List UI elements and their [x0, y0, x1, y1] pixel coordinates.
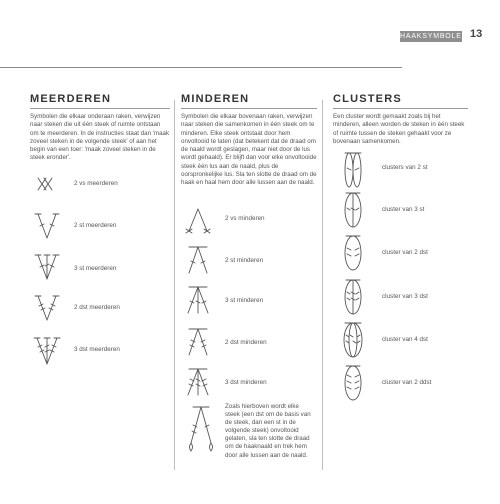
- page-number: 13: [470, 28, 483, 40]
- meerderen-label: 2 st meerderen: [74, 222, 117, 229]
- clusters-intro: Een cluster wordt gemaakt zoals bij het minderen, alleen worden de steken in één steek of ruimte tussen de steken gehaakt voor ze bovenaan samenkomen.: [333, 113, 465, 145]
- meerderen-intro: Symbolen die elkaar onderaan raken, verwijzen naar steken die uit één steek of ruimte ontstaan om te meerderen. In de instructies staat dan 'maak zoveel steken in de volgende steek' of aan het begin van een toer: 'maak zoveel steken in de steek eronder'.: [30, 113, 170, 162]
- cluster-2-tr-symbol: [338, 233, 368, 273]
- decrease-2-tr-symbol: [181, 325, 215, 359]
- clusters-title-rule: [333, 108, 468, 109]
- cluster-3-dc-symbol: [338, 190, 368, 230]
- column-divider: [174, 100, 175, 470]
- meerderen-title-rule: [30, 108, 170, 109]
- column-divider: [322, 100, 323, 470]
- minderen-note: Zoals hierboven wordt elke steek (een dst om de basis van de steek, dan een st in de volgende steek) onvoltooid gelaten, sla ten slotte de draad om de haaknaald en trek hem door alle lussen aan de naald.: [225, 403, 311, 459]
- decrease-3-tr-symbol: [181, 365, 215, 399]
- minderen-title-rule: [181, 108, 317, 109]
- header-rule: [0, 67, 402, 68]
- increase-3-dc-symbol: [30, 249, 64, 283]
- meerderen-label: 3 dst meerderen: [74, 346, 120, 353]
- clusters-symbols: [338, 150, 473, 410]
- clusters-title: CLUSTERS: [333, 93, 402, 105]
- cluster-2-dc-symbol: [338, 150, 368, 190]
- minderen-label: 3 dst minderen: [225, 379, 267, 386]
- clusters-label: clusters van 2 st: [382, 164, 428, 171]
- clusters-label: cluster van 2 dst: [382, 249, 428, 256]
- minderen-label: 3 st minderen: [225, 297, 264, 304]
- decrease-2-sc-symbol: [181, 205, 215, 235]
- meerderen-title: MEERDEREN: [30, 93, 112, 105]
- minderen-title: MINDEREN: [181, 93, 250, 105]
- decrease-2-dc-symbol: [181, 243, 215, 277]
- cluster-3-tr-symbol: [338, 277, 368, 317]
- increase-2-tr-symbol: [30, 290, 64, 324]
- minderen-label: 2 st minderen: [225, 257, 264, 264]
- meerderen-label: 2 vs meerderen: [74, 180, 118, 187]
- minderen-label: 2 vs minderen: [225, 215, 265, 222]
- meerderen-symbols: [30, 172, 170, 372]
- meerderen-column: [30, 92, 170, 163]
- increase-3-tr-symbol: [30, 332, 64, 368]
- section-title: HAAKSYMBOLEN: [400, 33, 468, 40]
- minderen-symbols: [181, 205, 317, 485]
- clusters-label: cluster van 3 dst: [382, 293, 428, 300]
- increase-2-sc-symbol: [30, 172, 60, 196]
- meerderen-label: 3 st meerderen: [74, 265, 117, 272]
- clusters-label: cluster van 4 dst: [382, 336, 428, 343]
- minderen-column: [181, 92, 317, 188]
- decrease-combined-symbol: [181, 403, 221, 459]
- decrease-3-dc-symbol: [181, 283, 215, 317]
- cluster-2-dtr-symbol: [338, 363, 368, 403]
- minderen-intro: Symbolen die elkaar bovenaan raken, verwijzen naar steken die samenkomen in één steek om te minderen. Elke steek ontstaat door hem onvoltooid te laten (dat betekent dat de draad om de naald wordt geslagen, maar niet door de lus wordt gehaald). Er blijft dan voor elke onvoltooide steek één lus aan de naald, plus de oorspronkelijke lus. Sla ten slotte de draad om de haak en haal hem door alle lussen aan de naald.: [181, 113, 317, 187]
- increase-2-dc-symbol: [30, 208, 64, 242]
- clusters-label: cluster van 2 ddst: [382, 379, 432, 386]
- cluster-4-tr-symbol: [338, 320, 368, 360]
- meerderen-label: 2 dst meerderen: [74, 304, 120, 311]
- clusters-label: cluster van 3 st: [382, 206, 425, 213]
- minderen-label: 2 dst minderen: [225, 339, 267, 346]
- clusters-column: [333, 92, 468, 146]
